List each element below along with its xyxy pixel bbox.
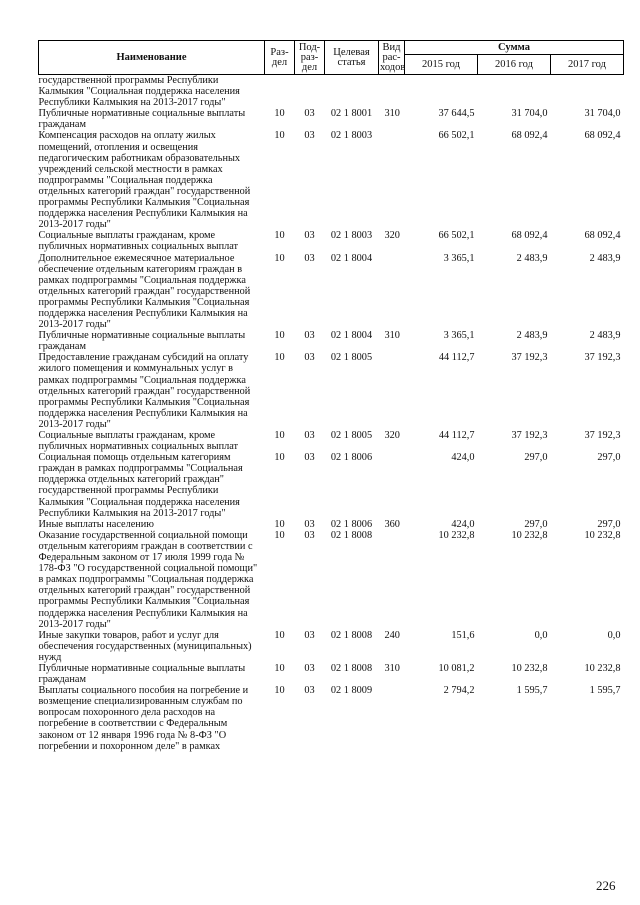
row-target: 02 1 8004	[330, 330, 373, 342]
table-header	[39, 41, 624, 75]
row-sum-2016	[478, 75, 551, 109]
row-vid: 240	[384, 629, 400, 641]
page-number: 226	[596, 878, 616, 893]
header-target: Целевая статья	[325, 41, 379, 75]
row-sum-2017: 10 232,8	[584, 662, 621, 674]
row-razdel: 10	[274, 252, 285, 264]
row-sum-2015: 44 112,7	[438, 352, 475, 364]
table-body	[39, 75, 624, 752]
row-target	[325, 75, 379, 109]
row-vid	[379, 75, 405, 109]
row-razdel: 10	[274, 629, 285, 641]
row-sum-2016: 68 092,4	[511, 130, 548, 142]
row-sum-2016: 37 192,3	[511, 352, 548, 364]
row-razdel: 10	[274, 108, 285, 120]
row-name: Иные выплаты населению	[38, 518, 155, 530]
row-sum-2015: 10 232,8	[438, 529, 475, 541]
table-row	[39, 108, 624, 130]
row-sum-2015: 424,0	[451, 518, 475, 530]
row-sum-2015: 66 502,1	[438, 130, 475, 142]
row-name: Социальные выплаты гражданам, кроме публичных нормативных социальных выплат	[38, 430, 239, 453]
header-razdel: Раз- дел	[265, 41, 295, 75]
row-sum-2015: 3 365,1	[443, 252, 475, 264]
row-target: 02 1 8005	[330, 352, 373, 364]
row-podrazdel: 03	[304, 518, 315, 530]
row-sum-2016: 1 595,7	[516, 685, 548, 697]
row-podrazdel: 03	[304, 452, 315, 464]
row-podrazdel: 03	[304, 330, 315, 342]
row-sum-2015: 44 112,7	[438, 430, 475, 441]
row-sum-2016: 297,0	[524, 452, 548, 464]
row-podrazdel: 03	[304, 130, 315, 142]
header-year-2017: 2017 год	[551, 55, 624, 75]
row-sum-2015: 66 502,1	[438, 230, 475, 242]
row-sum-2017: 37 192,3	[584, 352, 621, 364]
row-target: 02 1 8004	[330, 252, 373, 264]
table-row	[39, 519, 624, 530]
row-name: Публичные нормативные социальные выплаты гражданам	[38, 108, 246, 131]
row-sum-2017: 0,0	[607, 629, 621, 641]
row-sum-2015: 10 081,2	[438, 662, 475, 674]
row-vid: 310	[384, 330, 400, 342]
table-row	[39, 75, 624, 109]
header-year-2015: 2015 год	[405, 55, 478, 75]
row-vid: 310	[384, 108, 400, 120]
row-sum-2016: 10 232,8	[511, 662, 548, 674]
row-vid	[379, 452, 405, 519]
row-sum-2015: 151,6	[451, 629, 475, 641]
row-sum-2016: 2 483,9	[516, 252, 548, 264]
header-sum: Сумма	[405, 41, 624, 55]
header-podrazdel: Под- раз- дел	[295, 41, 325, 75]
row-razdel: 10	[274, 452, 285, 464]
table-row	[39, 253, 624, 331]
row-podrazdel	[295, 75, 325, 109]
row-target: 02 1 8008	[330, 529, 373, 541]
row-razdel: 10	[274, 430, 285, 441]
table-row	[39, 630, 624, 663]
row-sum-2016: 37 192,3	[511, 430, 548, 441]
row-vid: 320	[384, 230, 400, 242]
row-sum-2016: 0,0	[534, 629, 548, 641]
row-vid	[379, 530, 405, 630]
row-sum-2015: 2 794,2	[443, 685, 475, 697]
row-podrazdel: 03	[304, 430, 315, 441]
row-name: Социальная помощь отдельным категориям граждан в рамках подпрограммы "Социальная поддержка отдельных категорий граждан" государственной программы Республики Калмыкия "Социальная поддержка населения Республики Калмыкия на 2013-2017 годы"	[38, 452, 243, 519]
row-sum-2015: 424,0	[451, 452, 475, 464]
row-sum-2017: 37 192,3	[584, 430, 621, 441]
row-sum-2016: 31 704,0	[511, 108, 548, 120]
row-razdel: 10	[274, 518, 285, 530]
row-target: 02 1 8008	[330, 629, 373, 641]
row-sum-2015: 3 365,1	[443, 330, 475, 342]
row-sum-2017: 31 704,0	[584, 108, 621, 120]
table-row	[39, 352, 624, 430]
table-row	[39, 452, 624, 519]
row-sum-2017: 10 232,8	[584, 529, 621, 541]
row-podrazdel: 03	[304, 252, 315, 264]
row-razdel: 10	[274, 330, 285, 342]
budget-table	[38, 40, 624, 752]
row-podrazdel: 03	[304, 685, 315, 697]
row-sum-2017: 297,0	[597, 518, 621, 530]
row-name: Публичные нормативные социальные выплаты гражданам	[38, 330, 246, 353]
row-target: 02 1 8006	[330, 452, 373, 464]
table-row	[39, 430, 624, 452]
row-sum-2017	[551, 75, 624, 109]
row-sum-2016: 297,0	[524, 518, 548, 530]
row-name: Компенсация расходов на оплату жилых помещений, отопления и освещения педагогическим работникам образовательных учреждений сельской местности в рамках подпрограммы "Социальная поддержка отдельных категорий граждан" государственной программы Республики Калмыкия "Социальная поддержка населения Республики Калмыкия на 2013-2017 годы"	[38, 130, 251, 231]
table-row	[39, 685, 624, 752]
row-target: 02 1 8006	[330, 518, 373, 530]
row-target: 02 1 8008	[330, 662, 373, 674]
row-podrazdel: 03	[304, 529, 315, 541]
row-podrazdel: 03	[304, 352, 315, 364]
row-target: 02 1 8005	[330, 430, 373, 441]
row-sum-2015: 37 644,5	[438, 108, 475, 120]
row-vid	[379, 685, 405, 752]
row-vid: 310	[384, 662, 400, 674]
row-podrazdel: 03	[304, 230, 315, 242]
row-target: 02 1 8009	[330, 685, 373, 697]
table-row	[39, 230, 624, 252]
row-razdel: 10	[274, 662, 285, 674]
table-row	[39, 130, 624, 230]
table-row	[39, 330, 624, 352]
row-sum-2017: 297,0	[597, 452, 621, 464]
row-podrazdel: 03	[304, 662, 315, 674]
row-name: Дополнительное ежемесячное материальное обеспечение отдельным категориям граждан в рамках подпрограммы "Социальная поддержка отдельных категорий граждан" государственной программы Республики Калмыкия "Социальная поддержка населения Республики Калмыкия на 2013-2017 годы"	[38, 252, 251, 331]
header-year-2016: 2016 год	[478, 55, 551, 75]
row-razdel: 10	[274, 130, 285, 142]
row-vid: 320	[384, 430, 400, 441]
budget-page	[38, 40, 623, 752]
table-row	[39, 530, 624, 630]
row-sum-2017: 68 092,4	[584, 230, 621, 242]
row-name: Публичные нормативные социальные выплаты гражданам	[38, 662, 246, 686]
row-sum-2017: 2 483,9	[589, 252, 621, 264]
row-name: Иные закупки товаров, работ и услуг для обеспечения государственных (муниципальных) нужд	[38, 629, 252, 663]
row-target: 02 1 8003	[330, 130, 373, 142]
row-razdel: 10	[274, 230, 285, 242]
row-sum-2016: 2 483,9	[516, 330, 548, 342]
row-target: 02 1 8001	[330, 108, 373, 120]
row-razdel: 10	[274, 685, 285, 697]
row-razdel	[265, 75, 295, 109]
header-vid: Вид рас- ходов	[380, 41, 406, 73]
row-podrazdel: 03	[304, 629, 315, 641]
row-name: Оказание государственной социальной помощи отдельным категориям граждан в соответствии с Федеральным законом от 17 июля 1999 года № 178-ФЗ "О государственной социальной помощи" в рамках подпрограммы "Социальная поддержка отдельных категорий граждан" государственной программы Республики Калмыкия "Социальная поддержка населения Республики Калмыкия на 2013-2017 годы"	[38, 529, 258, 630]
row-sum-2017: 2 483,9	[589, 330, 621, 342]
row-vid	[379, 253, 405, 331]
row-name: Предоставление гражданам субсидий на оплату жилого помещения и коммунальных услуг в рамках подпрограммы "Социальная поддержка отдельных категорий граждан" государственной программы Республики Калмыкия "Социальная поддержка населения Республики Калмыкия на 2013-2017 годы"	[38, 352, 251, 430]
row-razdel: 10	[274, 529, 285, 541]
row-sum-2015	[405, 75, 478, 109]
row-target: 02 1 8003	[330, 230, 373, 242]
row-podrazdel: 03	[304, 108, 315, 120]
row-razdel: 10	[274, 352, 285, 364]
row-name: государственной программы Республики Калмыкия "Социальная поддержка населения Республики Калмыкия на 2013-2017 годы"	[38, 75, 240, 109]
row-vid	[379, 352, 405, 430]
row-vid	[379, 130, 405, 230]
row-sum-2016: 10 232,8	[511, 529, 548, 541]
row-name: Выплаты социального пособия на погребение и возмещение специализированным службам по вопросам похоронного дела расходов на погребение в соответствии с Федеральным законом от 12 января 1996 года № 8-ФЗ "О погребении и похоронном деле" в рамках	[38, 685, 249, 752]
row-sum-2017: 1 595,7	[589, 685, 621, 697]
table-row	[39, 663, 624, 685]
row-vid: 360	[384, 518, 400, 530]
row-sum-2017: 68 092,4	[584, 130, 621, 142]
row-name: Социальные выплаты гражданам, кроме публичных нормативных социальных выплат	[38, 230, 239, 253]
row-sum-2016: 68 092,4	[511, 230, 548, 242]
header-name: Наименование	[39, 41, 265, 75]
